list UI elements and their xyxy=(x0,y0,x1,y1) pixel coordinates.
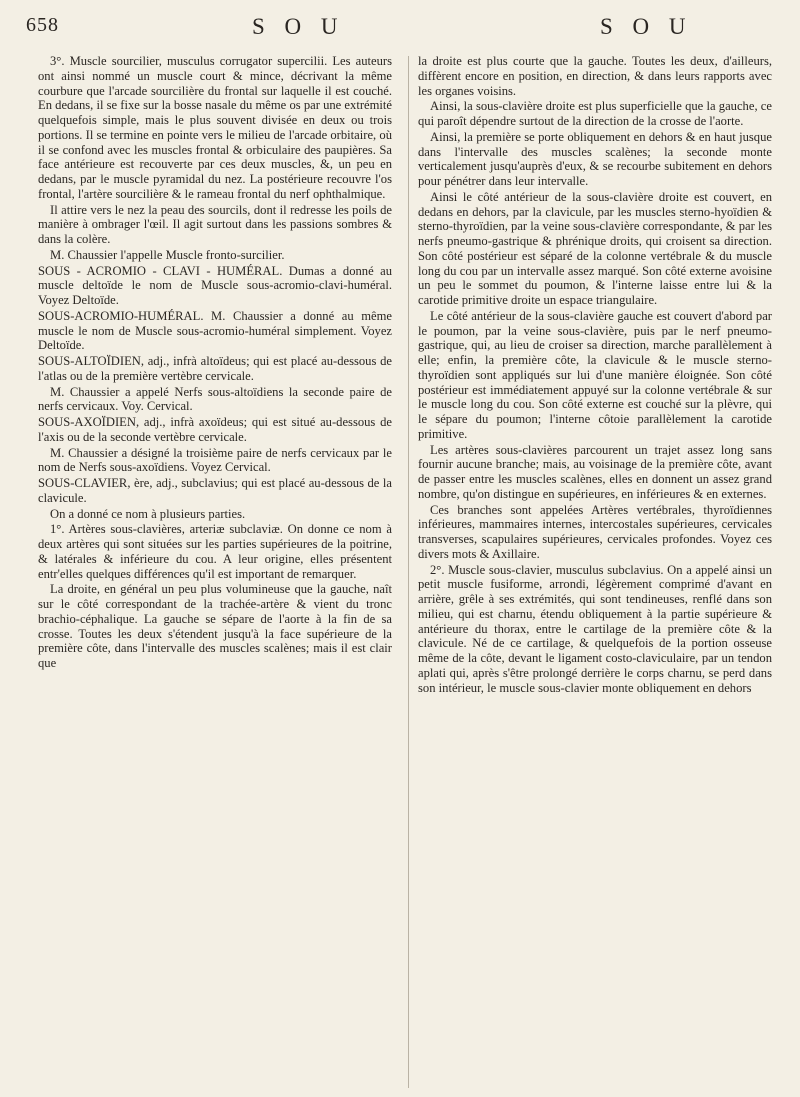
paragraph-sourcilier-action: Il attire vers le nez la peau des sourcils, dont il redresse les poils de manière à ombrager l'œil. Il agit surtout dans les passions sombres & dans la colère. xyxy=(38,202,392,246)
right-column xyxy=(418,54,772,696)
page-header xyxy=(26,14,776,42)
paragraph-nerfs-sous-altoidiens: M. Chaussier a appelé Nerfs sous-altoïdiens la seconde paire de nerfs cervicaux. Voy. Cervical. xyxy=(38,384,392,414)
running-head-left: S O U xyxy=(252,14,345,39)
column-divider xyxy=(408,56,409,1088)
entry-sous-clavier: SOUS-CLAVIER, ère, adj., subclavius; qui est placé au-dessous de la clavicule. xyxy=(38,476,392,505)
paragraph-plusieurs-parties: On a donné ce nom à plusieurs parties. xyxy=(50,506,246,521)
entry-sous-acromio-humeral: SOUS-ACROMIO-HUMÉRAL. M. Chaussier a donné au même muscle le nom de Muscle sous-acromio-huméral simplement. Voyez Deltoïde. xyxy=(38,308,392,353)
paragraph-droite-gauche: La droite, en général un peu plus volumineuse que la gauche, naît sur le côté correspondant de la trachée-artère & vient du tronc brachio-céphalique. La gauche se sépare de l'aorte à la fin de sa crosse. Toutes les deux s'étendent jusqu'à la face supérieure de la première côte, dans l'intervalle des muscles scalènes; mais il est clair que xyxy=(38,582,392,670)
paragraph-chaussier-name: M. Chaussier l'appelle Muscle fronto-surcilier. xyxy=(50,247,285,262)
paragraph-superficielle: Ainsi, la sous-clavière droite est plus superficielle que la gauche, ce qui paroît dépendre surtout de la direction de la crosse de l'aorte. xyxy=(418,99,772,128)
paragraph-cote-droite: Ainsi le côté antérieur de la sous-clavière droite est couvert, en dedans en dehors, par la clavicule, par les muscles sterno-hyoïdien & sterno-thyroïdien, par la veine sous-clavière correspondante, & par les nerfs pneumo-gastrique & phrénique droits, qui croisent sa direction. Son côté postérieur est séparé de la colonne vertébrale & du muscle long du cou par un intervalle assez marqué. Son côté externe avoisine un peu le sommet du poumon, & l'interne laisse entre lui & la carotide primitive droite un espace triangulaire. xyxy=(418,189,772,307)
page-number: 658 xyxy=(26,14,59,36)
paragraph-cote-gauche: Le côté antérieur de la sous-clavière gauche est couvert d'abord par le poumon, par la veine sous-clavière, puis par le nerf pneumo-gastrique, qui, au lieu de croiser sa direction, marche parallèlement à elle; enfin, la première côte, la clavicule & le muscle sterno-thyroïdien sont appliqués sur lui d'une manière éloignée. Son côté postérieur est immédiatement appuyé sur la colonne vertébrale & sur le muscle long du cou. Son côté externe est couché sur la plèvre, qui le sépare du poumon; l'interne côtoie parallèlement la carotide primitive. xyxy=(418,308,772,441)
entry-muscle-sous-clavier: 2°. Muscle sous-clavier, musculus subclavius. On a appelé ainsi un petit muscle fusiforme, arrondi, légèrement comprimé d'avant en arrière, grêle à ses extrémités, qui sont tendineuses, renflé dans son milieu, qui est charnu, étendu obliquement à la partie supérieure & antérieure du thorax, entre le cartilage de la première côte & la clavicule. Né de ce cartilage, & quelquefois de la portion osseuse même de la côte, devant le ligament costo-claviculaire, par un tendon aplati qui, après s'être prolongé derrière le corps charnu, se perd dans son intérieur, le muscle sous-clavier monte obliquement en dehors xyxy=(418,562,772,695)
entry-sous-acromio-clavi-humeral: SOUS - ACROMIO - CLAVI - HUMÉRAL. Dumas a donné au muscle deltoïde le nom de Muscle sous-acromio-clavi-huméral. Voyez Deltoïde. xyxy=(38,263,392,307)
running-head-right: S O U xyxy=(600,14,693,39)
paragraph-direction: Ainsi, la première se porte obliquement en dehors & en haut jusque dans l'intervalle des muscles scalènes; la seconde monte verticalement jusqu'auprès d'eux, & se recourbe subitement en dehors pour pénétrer dans leur intervalle. xyxy=(418,129,772,188)
paragraph-branches-noms: Ces branches sont appelées Artères vertébrales, thyroïdiennes inférieures, mammaires internes, intercostales supérieures, cervicales transverses, scapulaires supérieures, cervicales profondes. Voyez ces divers mots & Axillaire. xyxy=(418,502,772,561)
left-column xyxy=(38,54,392,672)
entry-sous-altoidien: SOUS-ALTOÏDIEN, adj., infrà altoïdeus; qui est placé au-dessous de l'atlas ou de la première vertèbre cervicale. xyxy=(38,354,392,383)
paragraph-branches-trajet: Les artères sous-clavières parcourent un trajet assez long sans fournir aucune branche; mais, au voisinage de la première côte, avant de passer entre les muscles scalènes, elles en donnent un assez grand nombre, qu'on distingue en supérieures, en inférieures & en externes. xyxy=(418,442,772,501)
paragraph-arteres-sous-clavieres: 1°. Artères sous-clavières, arteriæ subclaviæ. On donne ce nom à deux artères qui sont situées sur les parties supérieures de la poitrine, & latérales & inférieure du cou. A leur origine, elles présentent entr'elles quelques différences qu'il est important de remarquer. xyxy=(38,522,392,581)
entry-sous-axoidien: SOUS-AXOÏDIEN, adj., infrà axoïdeus; qui est situé au-dessous de l'axis ou de la seconde vertèbre cervicale. xyxy=(38,415,392,444)
paragraph-nerfs-sous-axoidiens: M. Chaussier a désigné la troisième paire de nerfs cervicaux par le nom de Nerfs sous-axoïdiens. Voyez Cervical. xyxy=(38,445,392,475)
entry-muscle-sourcilier: 3°. Muscle sourcilier, musculus corrugator supercilii. Les auteurs ont ainsi nommé un muscle court & mince, décrivant la même courbure que l'arcade sourcilière du frontal sur laquelle il est couché. En dedans, il se fixe sur la bosse nasale du même os par une extrémité quelquefois simple, mais le plus souvent divisée en deux ou trois portions. Il se termine en pointe vers le milieu de l'arcade orbitaire, où il se confond avec les muscles frontal & orbiculaire des paupières. Sa face antérieure est recouverte par ces deux muscles, &, un peu en dedans, par le muscle pyramidal du nez. La postérieure recouvre l'os frontal, l'artère sourcilière & le rameau frontal du nerf ophthalmique. xyxy=(38,54,392,201)
paragraph-continuation: la droite est plus courte que la gauche. Toutes les deux, d'ailleurs, diffèrent encore en position, en direction, & dans leurs rapports avec les organes voisins. xyxy=(418,54,772,98)
